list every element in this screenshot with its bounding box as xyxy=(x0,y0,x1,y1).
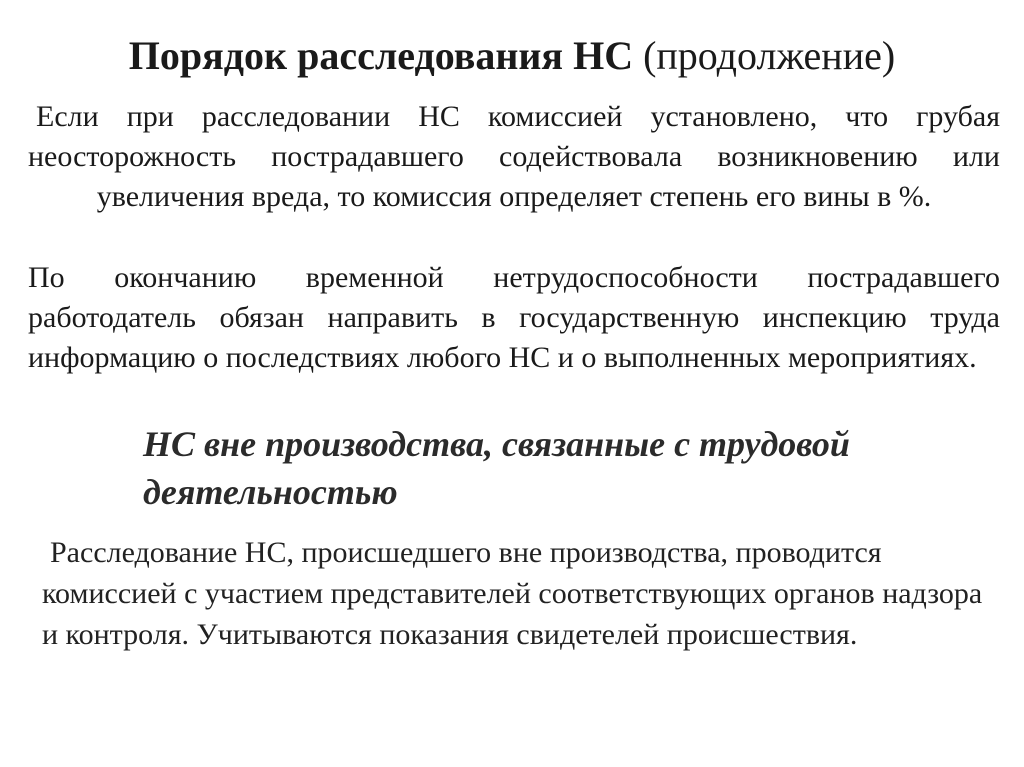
slide-title-suffix: (продолжение) xyxy=(643,33,896,78)
paragraph-post-disability: По окончанию временной нетрудоспособности пострадавшего работодатель обязан направить в государственную инспекцию труда информацию о последствиях любого НС и о выполненных мероприятиях. xyxy=(28,261,1000,374)
slide-title-main: Порядок расследования НС xyxy=(128,33,634,78)
section-subheading: НС вне производства, связанные с трудовой деятельностью xyxy=(143,424,850,512)
paragraph-offsite-investigation: Расследование НС, происшедшего вне производства, проводится комиссией с участием представителей соответствующих органов надзора и контроля. Учитываются показания свидетелей происшествия. xyxy=(42,536,983,651)
paragraph-negligence: Если при расследовании НС комиссией установлено, что грубая неосторожность пострадавшего содействовала возникновению или увеличения вреда, то комиссия определяет степень его вины в %. xyxy=(28,100,1000,213)
slide-title xyxy=(0,30,1024,82)
